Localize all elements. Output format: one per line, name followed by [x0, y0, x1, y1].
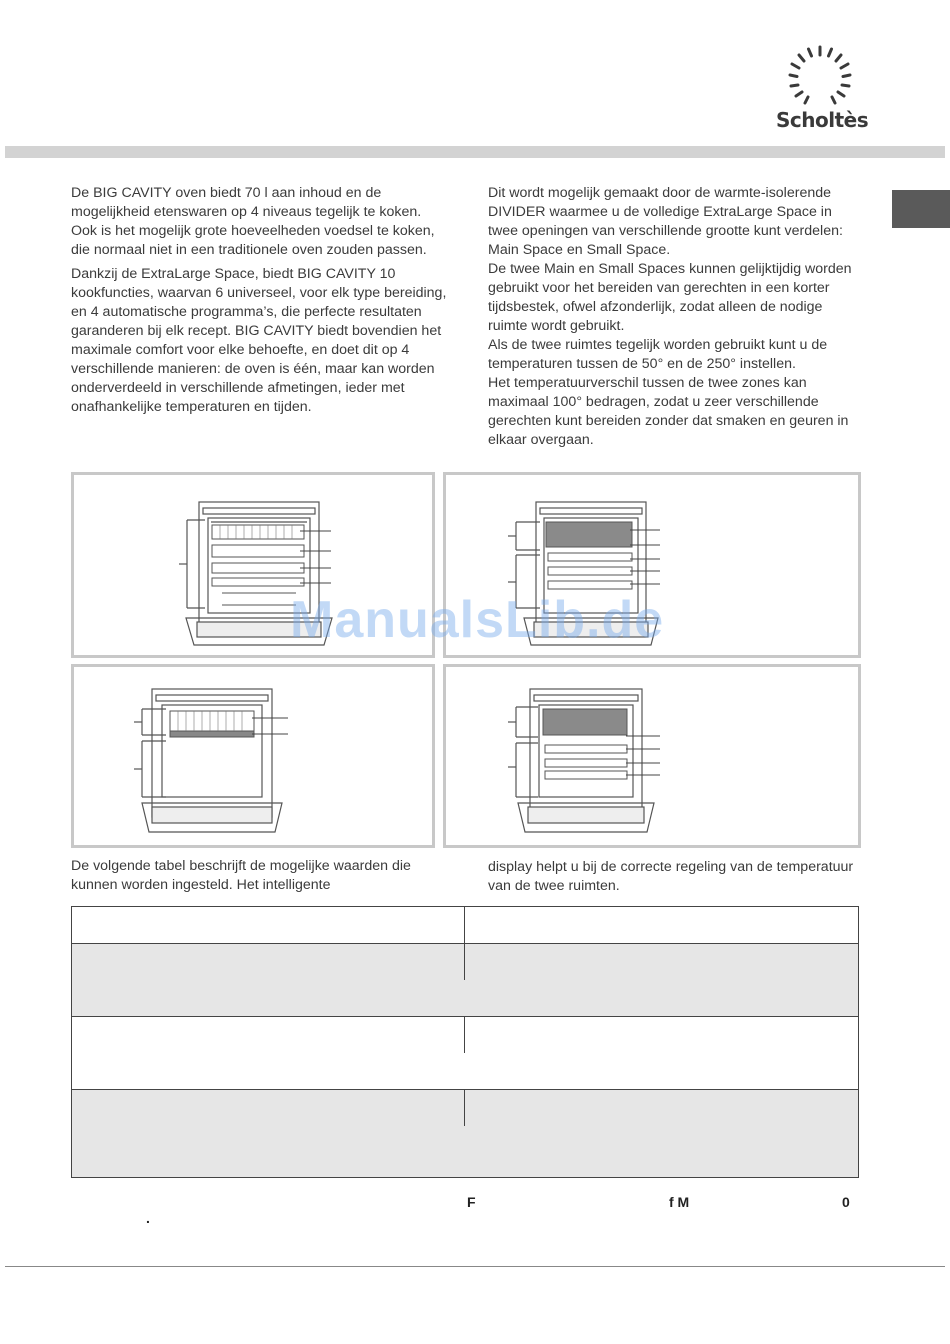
column-divider — [464, 907, 465, 943]
footer-fragment: f M — [669, 1194, 690, 1210]
table-intro-left: De volgende tabel beschrijft de mogelijke waarden die kunnen worden ingesteld. Het intelligente — [71, 858, 411, 893]
footer-fragment: 0 — [842, 1194, 850, 1210]
oven-illustration — [74, 667, 432, 845]
intro-right-column — [488, 184, 862, 450]
column-divider — [464, 1017, 465, 1053]
intro-left-column — [71, 184, 447, 422]
settings-table — [71, 906, 859, 1178]
table-header-row — [72, 907, 858, 943]
table-intro-right: display helpt u bij de correcte regeling van de temperatuur van de twee ruimten. — [488, 859, 854, 894]
column-divider — [464, 1090, 465, 1126]
footer-divider — [5, 1266, 945, 1267]
footer-fragment: F — [467, 1194, 476, 1210]
intro-right-paragraph-4: Het temperatuurverschil tussen de twee zones kan maximaal 100° bedragen, zodat u zeer verschillende gerechten kunt bereiden zonder dat smaken en geuren in elkaar overgaan. — [488, 375, 849, 448]
intro-left-paragraph-2: Dankzij de ExtraLarge Space, biedt BIG CAVITY 10 kookfuncties, waarvan 6 universeel, voor elk type bereiding, en 4 automatische programma’s, die perfecte resultaten garanderen bij elk recept. BIG CAVITY biedt bovendien het maximale comfort voor elke behoefte, en doet dit op 4 verschillende manieren: de oven is één, maar kan worden onderverdeeld in verschillende afmetingen, ieder met onafhankelijke temperaturen en tijden. — [71, 266, 447, 415]
intro-right-paragraph-3: Als de twee ruimtes tegelijk worden gebruikt kunt u de temperaturen tussen de 50° en de 250° instellen. — [488, 337, 828, 372]
oven-diagram-main-space — [443, 664, 861, 848]
intro-right-paragraph-2: De twee Main en Small Spaces kunnen gelijktijdig worden gebruikt voor het bereiden van gerechten in een korter tijdsbestek, ofwel afzonderlijk, zodat alleen de nodige ruimte wordt gebruikt. — [488, 261, 852, 334]
table-row — [72, 943, 858, 1016]
intro-right-paragraph-1: Dit wordt mogelijk gemaakt door de warmte-isolerende DIVIDER waarmee u de volledige ExtraLarge Space in twee openingen van verschillende grootte kunt verdelen: Main Space en Small Space. — [488, 185, 843, 258]
table-row — [72, 1016, 858, 1089]
footer-fragment: . — [146, 1210, 150, 1226]
intro-left-paragraph-1: De BIG CAVITY oven biedt 70 l aan inhoud en de mogelijkheid etenswaren op 4 niveaus tegelijk te koken. Ook is het mogelijk grote hoeveelheden voedsel te koken, die normaal niet in een traditionele oven zouden passen. — [71, 185, 435, 258]
oven-illustration — [446, 667, 858, 845]
header-bar — [5, 146, 945, 158]
brand-logo-text: Scholtès — [776, 108, 869, 132]
oven-diagram-small-space — [71, 664, 435, 848]
language-tab — [892, 190, 950, 228]
column-divider — [464, 944, 465, 980]
watermark: ManualsLib.de — [290, 591, 665, 649]
table-row — [72, 1089, 858, 1177]
